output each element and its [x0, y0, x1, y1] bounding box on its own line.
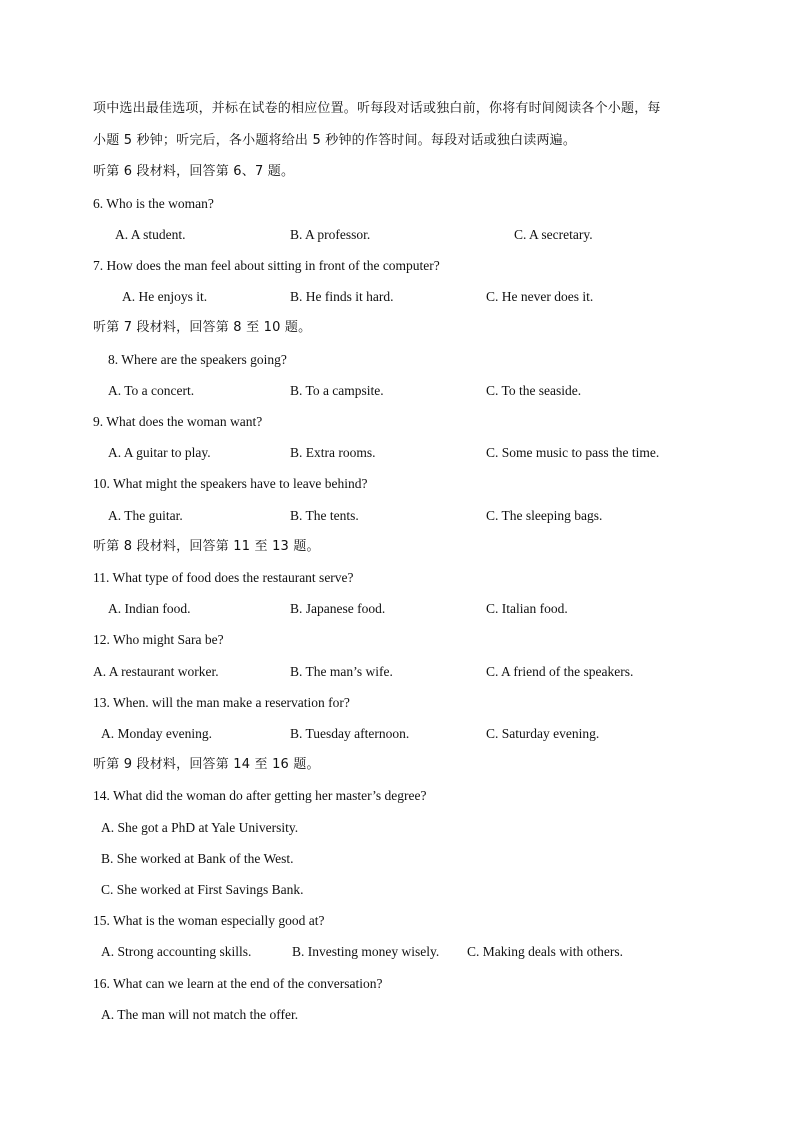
section-heading-7	[0, 317, 794, 339]
question-16	[0, 973, 794, 995]
question-stem: 13. When. will the man make a reservation for?	[93, 695, 350, 710]
option-b: B. Japanese food.	[290, 601, 386, 616]
options-15	[0, 941, 794, 963]
option-a: A. The guitar.	[108, 508, 183, 523]
option-c: C. She worked at First Savings Bank.	[101, 882, 304, 897]
question-stem: 15. What is the woman especially good at?	[93, 913, 325, 928]
question-9	[0, 411, 794, 433]
question-15	[0, 910, 794, 932]
option-a: A. The man will not match the offer.	[101, 1007, 299, 1022]
option-c: C. A secretary.	[514, 227, 593, 242]
option-a: A. Monday evening.	[101, 726, 212, 741]
options-7	[0, 286, 794, 308]
section-heading-8	[0, 536, 794, 558]
question-6	[0, 193, 794, 215]
option-a: A. A student.	[115, 227, 186, 242]
option-b: B. The tents.	[290, 508, 359, 523]
section-heading-text: 听第 9 段材料，回答第 14 至 16 题。	[93, 757, 320, 772]
option-b: B. The man’s wife.	[290, 664, 393, 679]
question-11	[0, 567, 794, 589]
option-b: B. Investing money wisely.	[292, 944, 440, 959]
option-16-a	[0, 1004, 794, 1026]
option-a: A. She got a PhD at Yale University.	[101, 820, 299, 835]
section-heading-text: 听第 8 段材料，回答第 11 至 13 题。	[93, 539, 320, 554]
question-10	[0, 473, 794, 495]
question-stem: 9. What does the woman want?	[93, 414, 263, 429]
option-c: C. To the seaside.	[486, 383, 582, 398]
section-heading-9	[0, 754, 794, 776]
option-14-a	[0, 817, 794, 839]
option-c: C. He never does it.	[486, 289, 594, 304]
options-10	[0, 505, 794, 527]
intro-text-1: 项中选出最佳选项，并标在试卷的相应位置。听每段对话或独白前，你将有时间阅读各个小题，每	[93, 101, 661, 116]
option-c: C. The sleeping bags.	[486, 508, 603, 523]
section-heading-text: 听第 7 段材料，回答第 8 至 10 题。	[93, 320, 312, 335]
option-a: A. A guitar to play.	[108, 445, 211, 460]
option-c: C. Some music to pass the time.	[486, 445, 660, 460]
option-c: C. Making deals with others.	[467, 944, 623, 959]
section-heading-6	[0, 161, 794, 183]
question-12	[0, 629, 794, 651]
question-stem: 12. Who might Sara be?	[93, 632, 224, 647]
option-a: A. A restaurant worker.	[93, 664, 219, 679]
question-7	[0, 255, 794, 277]
question-stem: 6. Who is the woman?	[93, 196, 214, 211]
option-a: A. Indian food.	[108, 601, 191, 616]
option-b: B. A professor.	[290, 227, 371, 242]
question-8	[0, 349, 794, 371]
option-a: A. To a concert.	[108, 383, 195, 398]
options-9	[0, 442, 794, 464]
question-13	[0, 692, 794, 714]
option-b: B. He finds it hard.	[290, 289, 394, 304]
intro-line-1	[0, 98, 794, 120]
option-a: A. Strong accounting skills.	[101, 944, 252, 959]
question-stem: 16. What can we learn at the end of the conversation?	[93, 976, 383, 991]
option-b: B. Extra rooms.	[290, 445, 376, 460]
question-stem: 10. What might the speakers have to leave behind?	[93, 476, 368, 491]
option-c: C. Saturday evening.	[486, 726, 600, 741]
question-stem: 8. Where are the speakers going?	[108, 352, 287, 367]
option-c: C. A friend of the speakers.	[486, 664, 634, 679]
option-b: B. To a campsite.	[290, 383, 384, 398]
intro-line-2	[0, 130, 794, 152]
option-c: C. Italian food.	[486, 601, 568, 616]
option-b: B. Tuesday afternoon.	[290, 726, 410, 741]
question-stem: 7. How does the man feel about sitting in front of the computer?	[93, 258, 440, 273]
question-stem: 11. What type of food does the restaurant serve?	[93, 570, 354, 585]
section-heading-text: 听第 6 段材料，回答第 6、7 题。	[93, 164, 295, 179]
option-a: A. He enjoys it.	[122, 289, 208, 304]
option-14-b	[0, 848, 794, 870]
intro-text-2: 小题 5 秒钟；听完后，各小题将给出 5 秒钟的作答时间。每段对话或独白读两遍。	[93, 133, 577, 148]
options-12	[0, 661, 794, 683]
option-14-c	[0, 879, 794, 901]
options-13	[0, 723, 794, 745]
question-14	[0, 785, 794, 807]
options-8	[0, 380, 794, 402]
option-b: B. She worked at Bank of the West.	[101, 851, 294, 866]
options-11	[0, 598, 794, 620]
question-stem: 14. What did the woman do after getting her master’s degree?	[93, 788, 427, 803]
options-6	[0, 224, 794, 246]
